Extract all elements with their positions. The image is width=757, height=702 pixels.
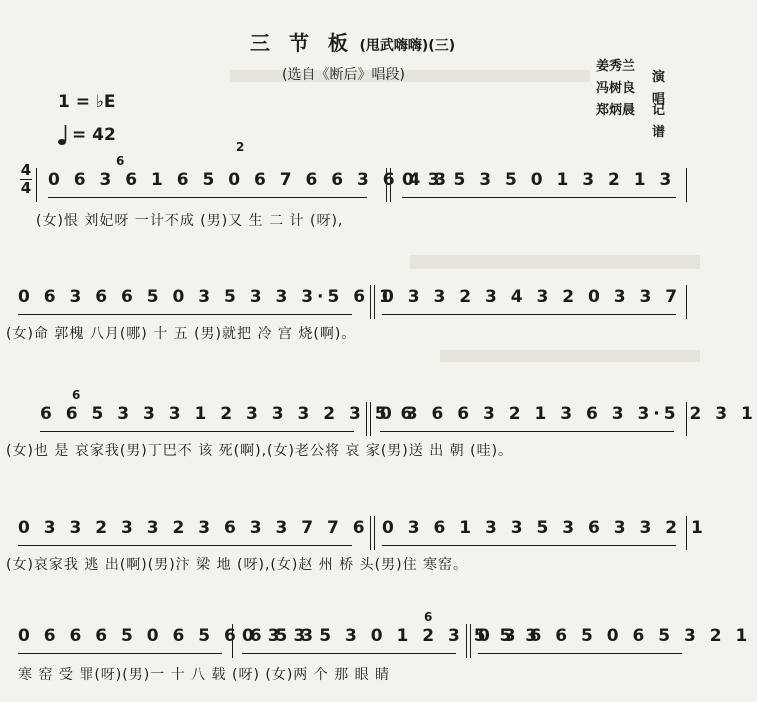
transcriber-name: 郑炳晨: [596, 103, 636, 118]
double-barline: [386, 168, 391, 202]
lyric-line: 寒 窑 受 罪(呀)(男)一 十 八 载 (呀) (女)两 个 那 眼 睛: [18, 667, 391, 683]
barline: [232, 624, 233, 658]
measure: 6 6 5 3 3 3 1 2 3 3 3 2 3 5 6: [40, 404, 360, 436]
measure: 0 3 6 6 3 2 1 3 6 3 3·5 2 3 1: [380, 404, 680, 436]
bleed-through-noise: [410, 255, 700, 269]
measure: 0 3 5 3 5 0 1 3 2 1 3: [402, 170, 682, 202]
double-barline: [466, 624, 471, 658]
bleed-through-noise: [440, 350, 700, 362]
time-signature-top: 4: [20, 161, 32, 179]
title-main: 三 节 板: [250, 31, 354, 55]
measure: 0 3 3 5 3 0 1 2 3 5 5 3: [242, 626, 462, 658]
barline: [686, 168, 687, 202]
measure: 0 3 3 2 3 3 2 3 6 3 3 7 7 6: [18, 518, 358, 550]
credits-block: [596, 56, 666, 140]
quarter-note-icon: [58, 124, 68, 146]
lyric-line: (女)命 郭槐 八月(哪) 十 五 (男)就把 冷 宫 烧(啊)。: [6, 326, 357, 342]
grace-note: 6: [116, 154, 125, 168]
source-note: (选自《断后》唱段): [282, 67, 405, 83]
key-signature: 1 = ♭E: [58, 92, 116, 112]
tempo-value: = 42: [72, 125, 116, 145]
singer-name: 姜秀兰: [596, 59, 636, 74]
grace-note: 6: [72, 388, 81, 402]
song-title: [250, 27, 510, 56]
transcriber-role: 记谱: [652, 103, 666, 140]
barline: [36, 168, 37, 202]
barline: [686, 285, 687, 319]
measure: 0 3 6 1 3 3 5 3 6 3 3 2 1: [382, 518, 682, 550]
double-barline: [370, 285, 375, 319]
title-subtitle: (甩武嗨嗨)(三): [359, 38, 456, 54]
double-barline: [366, 402, 371, 436]
lyric-line: (女)哀家我 逃 出(啊)(男)汴 梁 地 (呀),(女)赵 州 桥 头(男)住 寒窑。: [6, 557, 469, 573]
measure: 0 3 3 2 3 4 3 2 0 3 3 7: [382, 287, 682, 319]
measure: 0 6 3 6 1 6 5 0 6 7 6 6 3 6 4 3: [48, 170, 373, 202]
grace-note: 2: [236, 140, 245, 154]
singers-role: 演唱: [652, 70, 666, 107]
lyric-line: (女)恨 刘妃呀 一计不成 (男)又 生 二 计 (呀),: [36, 213, 344, 229]
double-barline: [370, 516, 375, 550]
tempo-marking: [58, 124, 116, 146]
time-signature: [20, 163, 32, 196]
singer-name: 冯树良: [596, 81, 636, 96]
grace-note: 6: [424, 610, 433, 624]
lyric-line: (女)也 是 哀家我(男)丁巴不 该 死(啊),(女)老公将 哀 家(男)送 出 朝 (哇)。: [6, 443, 514, 459]
measure: 0 6 3 6 6 5 0 3 5 3 3 3·5 6 1: [18, 287, 358, 319]
measure: 0 6 6 6 5 0 6 5 6 6 5 3: [18, 626, 228, 658]
measure: 0 3 6 6 5 0 6 5 3 2 1: [478, 626, 688, 658]
barline: [686, 516, 687, 550]
time-signature-bottom: 4: [20, 179, 32, 197]
barline: [686, 402, 687, 436]
